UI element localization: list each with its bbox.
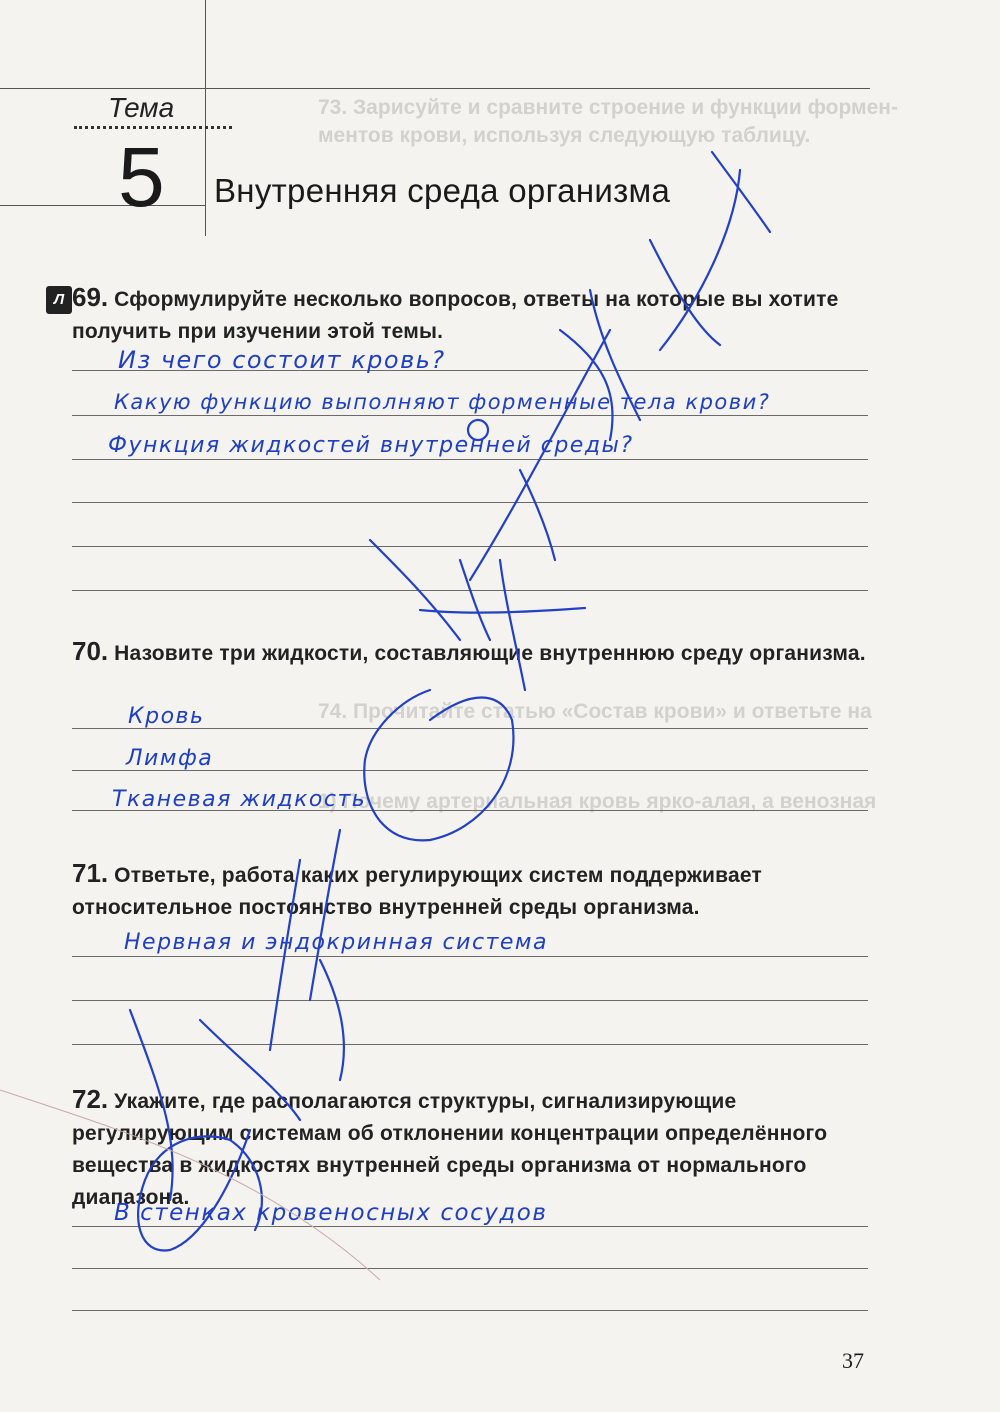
- task-70: [72, 636, 872, 669]
- bleed-through-text: 73. Зарисуйте и сравните строение и функции формен-: [318, 96, 898, 119]
- task-text: Ответьте, работа каких регулирующих систем поддерживает относительное постоянство внутренней среды организма.: [72, 864, 762, 919]
- answer-line: [72, 590, 868, 591]
- answer-line: [72, 459, 868, 460]
- task-number: 71.: [72, 858, 109, 888]
- answer-line: [72, 1000, 868, 1001]
- task-text: Сформулируйте несколько вопросов, ответы на которые вы хотите получить при изучении этой темы.: [72, 288, 839, 343]
- task-text: Назовите три жидкости, составляющие внутреннюю среду организма.: [114, 642, 866, 665]
- header-vertical-rule: [205, 0, 206, 236]
- bleed-through-text: ментов крови, используя следующую таблицу.: [318, 124, 811, 147]
- answer-line: [72, 502, 868, 503]
- answer-line: [72, 1226, 868, 1227]
- scribble-stroke: [420, 608, 585, 613]
- lesson-badge: Л: [46, 286, 72, 314]
- scribble-stroke: [320, 960, 344, 1080]
- task-72: [72, 1084, 872, 1213]
- topic-number: 5: [118, 130, 165, 224]
- bleed-through-text: 1) Почему артериальная кровь ярко-алая, а венозная: [318, 790, 877, 813]
- scribble-stroke: [460, 560, 490, 640]
- answer-line: [72, 1268, 868, 1269]
- handwritten-answer: Нервная и эндокринная система: [124, 930, 548, 955]
- scribble-stroke: [500, 560, 525, 690]
- answer-line: [72, 956, 868, 957]
- header-bottom-rule: [0, 205, 205, 206]
- answer-line: [72, 415, 868, 416]
- handwritten-answer: В стенках кровеносных сосудов: [114, 1200, 548, 1226]
- handwritten-answer: Какую функцию выполняют форменные тела крови?: [114, 390, 771, 414]
- handwritten-answer: Функция жидкостей внутренней среды?: [108, 433, 634, 458]
- task-69: [72, 282, 872, 347]
- answer-line: [72, 1044, 868, 1045]
- bleed-through-text: 74. Прочитайте статью «Состав крови» и ответьте на: [318, 700, 872, 723]
- page-number: 37: [842, 1348, 864, 1373]
- answer-line: [72, 1310, 868, 1311]
- task-number: 70.: [72, 636, 109, 666]
- topic-label: Тема: [108, 92, 175, 123]
- task-71: [72, 858, 872, 923]
- task-number: 69.: [72, 282, 109, 312]
- handwritten-answer: Лимфа: [126, 746, 214, 771]
- scribble-stroke: [712, 152, 770, 232]
- header-top-rule: [0, 88, 870, 89]
- handwritten-answer: Кровь: [128, 704, 205, 729]
- answer-line: [72, 546, 868, 547]
- task-number: 72.: [72, 1084, 109, 1114]
- task-text: Укажите, где располагаются структуры, сигнализирующие регулирующим системам об отклонении концентрации определённого вещества в жидкостях внутренней среды организма от нормального диапазона.: [72, 1090, 828, 1209]
- topic-dotted-rule: [74, 126, 232, 129]
- handwritten-answer: Тканевая жидкость: [112, 787, 367, 812]
- topic-title: Внутренняя среда организма: [214, 172, 671, 209]
- handwritten-answer: Из чего состоит кровь?: [118, 346, 446, 374]
